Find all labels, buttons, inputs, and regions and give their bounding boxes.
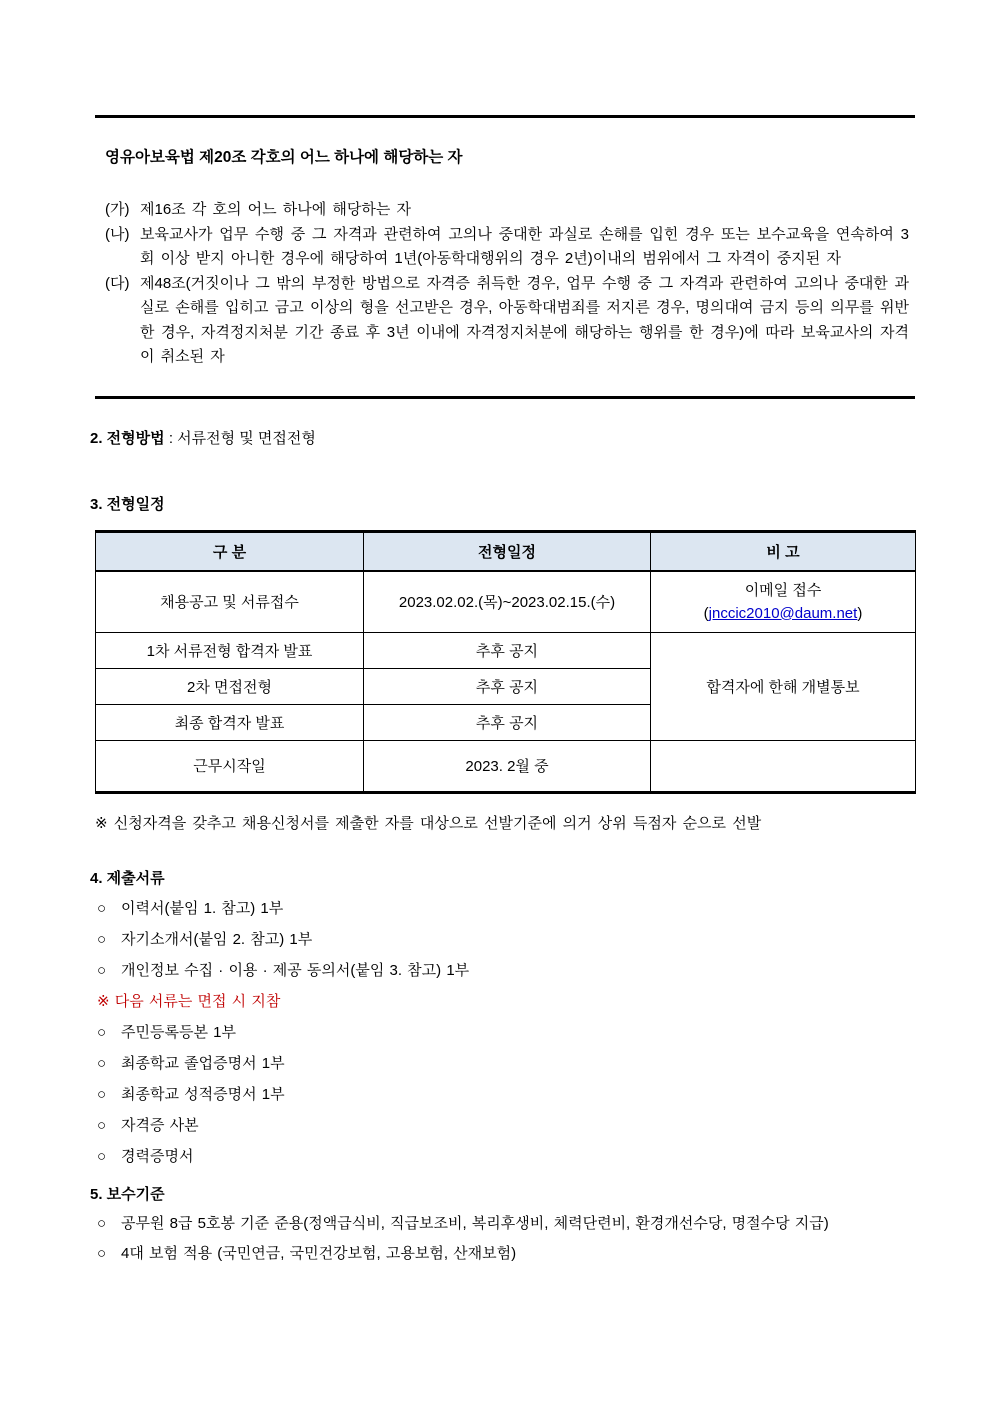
- circle-bullet-icon: ○: [97, 1024, 107, 1041]
- list-item-text: 개인정보 수집 · 이용 · 제공 동의서(붙임 3. 참고) 1부: [121, 962, 470, 979]
- cell-schedule: 추후 공지: [364, 668, 651, 704]
- circle-bullet-icon: ○: [97, 931, 107, 948]
- cell-remark-merged: 합격자에 한해 개별통보: [651, 632, 916, 740]
- table-row-first-pass: [96, 632, 916, 668]
- cell-schedule: 추후 공지: [364, 704, 651, 740]
- list-item: [97, 1241, 937, 1267]
- cell-category: 1차 서류전형 합격자 발표: [96, 632, 364, 668]
- circle-bullet-icon: ○: [97, 1055, 107, 1072]
- remark-email-line: [655, 602, 911, 625]
- circle-bullet-icon: ○: [97, 1215, 107, 1232]
- cell-category: 최종 합격자 발표: [96, 704, 364, 740]
- list-item: [97, 1022, 932, 1044]
- law-item-label: (가): [105, 201, 130, 218]
- section-value: : 서류전형 및 면접전형: [168, 430, 316, 447]
- list-item-text: 4대 보험 적용 (국민연금, 국민건강보험, 고용보험, 산재보험): [121, 1245, 517, 1262]
- list-item: [97, 1084, 932, 1106]
- section-salary-title: 5. 보수기준: [90, 1186, 165, 1203]
- law-item-label: (다): [105, 274, 130, 292]
- table-row-work-start: [96, 740, 916, 792]
- remark-email-label: 이메일 접수: [744, 581, 822, 599]
- list-item-text: 공무원 8급 5호봉 기준 준용(정액급식비, 직급보조비, 복리후생비, 체력단련비, 환경개선수당, 명절수당 지급): [121, 1215, 829, 1232]
- cell-schedule: 추후 공지: [364, 632, 651, 668]
- cell-category: 근무시작일: [96, 740, 364, 792]
- list-item: [97, 929, 932, 951]
- list-item: [97, 1211, 937, 1237]
- circle-bullet-icon: ○: [97, 1086, 107, 1103]
- list-item-text: 주민등록등본 1부: [121, 1024, 236, 1041]
- list-item: [97, 1115, 932, 1137]
- law-item-text: 제48조(거짓이나 그 밖의 부정한 방법으로 자격증 취득한 경우, 업무 수행 중 그 자격과 관련하여 고의나 중대한 과실로 손해를 입히고 금고 이상의 형을 선고받은 경우, 아동학대범죄를 저지른 경우, 명의대여 금지 등의 의무를 위반한 경우, 자격정지처분 기간 종료 후 3년 이내에 자격정지처분에 해당하는 행위를 한 경우)에 따라 보육교사의 자격이 취소된 자: [140, 274, 909, 365]
- cell-remark-empty: [651, 740, 916, 792]
- circle-bullet-icon: ○: [97, 1245, 107, 1262]
- law-item-ga: [105, 198, 909, 223]
- section-schedule-title: 3. 전형일정: [90, 496, 165, 513]
- schedule-table: [95, 530, 916, 794]
- cell-schedule: 2023.02.02.(목)~2023.02.15.(수): [364, 571, 651, 632]
- red-interview-note: ※ 다음 서류는 면접 시 지참: [97, 993, 281, 1010]
- header-remark: 비 고: [651, 532, 916, 572]
- cell-remark-email: [651, 571, 916, 632]
- law-item-na: [105, 223, 909, 272]
- list-item-text: 최종학교 성적증명서 1부: [121, 1086, 285, 1103]
- circle-bullet-icon: ○: [97, 1148, 107, 1165]
- documents-list: [97, 898, 932, 1177]
- list-item: [97, 960, 932, 982]
- email-link[interactable]: jnccic2010@daum.net: [708, 604, 858, 622]
- paren-open: (: [703, 604, 709, 622]
- cell-schedule: 2023. 2월 중: [364, 740, 651, 792]
- list-item-text: 최종학교 졸업증명서 1부: [121, 1055, 285, 1072]
- cell-category: 2차 면접전형: [96, 668, 364, 704]
- list-item-text: 자격증 사본: [121, 1117, 199, 1134]
- circle-bullet-icon: ○: [97, 1117, 107, 1134]
- header-schedule: 전형일정: [364, 532, 651, 572]
- section-documents-title: 4. 제출서류: [90, 870, 165, 887]
- paren-close: ): [857, 604, 863, 622]
- law-excerpt-box: [95, 115, 915, 399]
- law-item-da: [105, 272, 909, 370]
- law-box-title: 영유아보육법 제20조 각호의 어느 하나에 해당하는 자: [105, 149, 463, 166]
- table-row-apply: [96, 571, 916, 632]
- list-item: [97, 1146, 932, 1168]
- section-selection-method: [90, 429, 316, 449]
- circle-bullet-icon: ○: [97, 962, 107, 979]
- header-category: 구 분: [96, 532, 364, 572]
- law-item-text: 제16조 각 호의 어느 하나에 해당하는 자: [140, 201, 412, 218]
- list-item: [97, 898, 932, 920]
- list-item-text: 자기소개서(붙임 2. 참고) 1부: [121, 931, 313, 948]
- law-item-text: 보육교사가 업무 수행 중 그 자격과 관련하여 고의나 중대한 과실로 손해를 입힌 경우 또는 보수교육을 연속하여 3회 이상 받지 아니한 경우에 해당하여 1년(아동학대행위의 경우 2년)이내의 범위에서 그 자격이 중지된 자: [140, 225, 909, 267]
- list-item: [97, 1053, 932, 1075]
- selection-note: ※ 신청자격을 갖추고 채용신청서를 제출한 자를 대상으로 선발기준에 의거 상위 득점자 순으로 선발: [95, 815, 762, 832]
- circle-bullet-icon: ○: [97, 900, 107, 917]
- salary-list: [97, 1211, 937, 1271]
- cell-category: 채용공고 및 서류접수: [96, 571, 364, 632]
- list-item-text: 경력증명서: [121, 1148, 194, 1165]
- list-item-text: 이력서(붙임 1. 참고) 1부: [121, 900, 284, 917]
- section-title: 2. 전형방법: [90, 430, 165, 447]
- law-item-label: (나): [105, 225, 130, 243]
- table-header-row: [96, 532, 916, 572]
